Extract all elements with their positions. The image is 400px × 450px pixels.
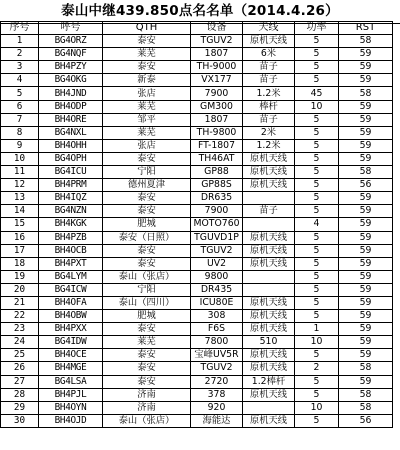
cell-power: 5	[295, 166, 339, 179]
cell-callsign: BG4NQF	[39, 48, 103, 61]
cell-qth: 济南	[103, 388, 191, 401]
cell-index: 22	[1, 310, 39, 323]
cell-rst: 58	[339, 35, 393, 48]
cell-antenna: 510	[243, 336, 295, 349]
cell-qth: 张店	[103, 139, 191, 152]
cell-rst: 58	[339, 388, 393, 401]
cell-callsign: BH4OHH	[39, 139, 103, 152]
cell-power: 5	[295, 74, 339, 87]
cell-power: 5	[295, 375, 339, 388]
table-row	[1, 74, 393, 87]
cell-antenna: 原机天线	[243, 166, 295, 179]
table-row	[1, 152, 393, 165]
cell-callsign: BG4IDW	[39, 336, 103, 349]
header-power: 功率	[295, 22, 339, 35]
table-row	[1, 192, 393, 205]
header-rst: RST	[339, 22, 393, 35]
cell-antenna: 原机天线	[243, 257, 295, 270]
cell-power: 5	[295, 205, 339, 218]
cell-qth: 莱芜	[103, 100, 191, 113]
cell-qth: 莱芜	[103, 126, 191, 139]
cell-rst: 59	[339, 126, 393, 139]
cell-rst: 59	[339, 74, 393, 87]
cell-rig: TGUV2	[191, 244, 243, 257]
cell-power: 5	[295, 349, 339, 362]
cell-power: 10	[295, 336, 339, 349]
cell-antenna: 原机天线	[243, 323, 295, 336]
cell-power: 10	[295, 401, 339, 414]
cell-rig: UV2	[191, 257, 243, 270]
table-row	[1, 166, 393, 179]
cell-power: 5	[295, 61, 339, 74]
cell-rig: TGUV2	[191, 362, 243, 375]
cell-index: 18	[1, 257, 39, 270]
cell-callsign: BH4IQZ	[39, 192, 103, 205]
cell-antenna: 原机天线	[243, 35, 295, 48]
cell-rst: 59	[339, 283, 393, 296]
table-row	[1, 310, 393, 323]
cell-rig: F6S	[191, 323, 243, 336]
cell-rig: ICU80E	[191, 296, 243, 309]
table-row	[1, 401, 393, 414]
cell-rst: 59	[339, 296, 393, 309]
cell-index: 26	[1, 362, 39, 375]
cell-power: 5	[295, 48, 339, 61]
table-row	[1, 100, 393, 113]
cell-rst: 59	[339, 231, 393, 244]
cell-index: 7	[1, 113, 39, 126]
table-row	[1, 218, 393, 231]
document-title: 泰山中继439.850点名名单（2014.4.26）	[0, 0, 400, 24]
cell-rst: 59	[339, 323, 393, 336]
cell-rig: 1807	[191, 48, 243, 61]
cell-qth: 泰安	[103, 362, 191, 375]
table-row	[1, 87, 393, 100]
cell-index: 21	[1, 296, 39, 309]
cell-rig: FT-1807	[191, 139, 243, 152]
table-row	[1, 296, 393, 309]
cell-qth: 宁阳	[103, 283, 191, 296]
cell-qth: 肥城	[103, 218, 191, 231]
cell-rig: TH-9000	[191, 61, 243, 74]
cell-index: 5	[1, 87, 39, 100]
cell-qth: 张店	[103, 87, 191, 100]
cell-callsign: BG4OPH	[39, 152, 103, 165]
table-row	[1, 270, 393, 283]
table-row	[1, 48, 393, 61]
table-body	[1, 35, 393, 428]
header-antenna: 天线	[243, 22, 295, 35]
cell-callsign: BG4LYM	[39, 270, 103, 283]
cell-rst: 59	[339, 270, 393, 283]
table-row	[1, 257, 393, 270]
cell-qth: 泰安	[103, 375, 191, 388]
cell-power: 5	[295, 192, 339, 205]
cell-antenna: 原机天线	[243, 349, 295, 362]
cell-rst: 59	[339, 48, 393, 61]
header-rig: 设备	[191, 22, 243, 35]
cell-rst: 59	[339, 113, 393, 126]
cell-index: 11	[1, 166, 39, 179]
cell-index: 30	[1, 414, 39, 427]
cell-callsign: BH4JND	[39, 87, 103, 100]
cell-antenna: 苗子	[243, 113, 295, 126]
cell-callsign: BG4ICU	[39, 166, 103, 179]
cell-power: 5	[295, 283, 339, 296]
cell-antenna: 苗子	[243, 74, 295, 87]
cell-index: 25	[1, 349, 39, 362]
cell-callsign: BH4ODP	[39, 100, 103, 113]
cell-antenna: 2米	[243, 126, 295, 139]
cell-power: 5	[295, 310, 339, 323]
cell-rig: MOTO760	[191, 218, 243, 231]
cell-index: 9	[1, 139, 39, 152]
table-row	[1, 336, 393, 349]
cell-callsign: BG4LSA	[39, 375, 103, 388]
cell-index: 16	[1, 231, 39, 244]
cell-rst: 58	[339, 401, 393, 414]
cell-antenna: 棒杆	[243, 100, 295, 113]
cell-callsign: BH4OCE	[39, 349, 103, 362]
cell-qth: 德州夏津	[103, 179, 191, 192]
table-row	[1, 179, 393, 192]
cell-rig: 1807	[191, 113, 243, 126]
table-row	[1, 375, 393, 388]
cell-index: 27	[1, 375, 39, 388]
cell-rst: 59	[339, 152, 393, 165]
cell-index: 24	[1, 336, 39, 349]
cell-power: 5	[295, 296, 339, 309]
cell-callsign: BG4NXL	[39, 126, 103, 139]
cell-index: 1	[1, 35, 39, 48]
cell-callsign: BH4OBW	[39, 310, 103, 323]
cell-qth: 泰安	[103, 61, 191, 74]
table-row	[1, 113, 393, 126]
cell-power: 45	[295, 87, 339, 100]
cell-callsign: BH4OCB	[39, 244, 103, 257]
cell-rig: TGUVD1P	[191, 231, 243, 244]
cell-antenna: 6米	[243, 48, 295, 61]
cell-rig: 2720	[191, 375, 243, 388]
cell-callsign: BH4OJD	[39, 414, 103, 427]
cell-antenna: 原机天线	[243, 152, 295, 165]
cell-rig: GM300	[191, 100, 243, 113]
cell-antenna: 苗子	[243, 205, 295, 218]
cell-power: 5	[295, 244, 339, 257]
cell-rig: 7900	[191, 205, 243, 218]
cell-rst: 59	[339, 100, 393, 113]
cell-antenna: 原机天线	[243, 388, 295, 401]
cell-antenna: 原机天线	[243, 179, 295, 192]
cell-rst: 59	[339, 310, 393, 323]
cell-qth: 莱芜	[103, 48, 191, 61]
cell-qth: 泰安	[103, 205, 191, 218]
cell-qth: 泰安	[103, 257, 191, 270]
cell-callsign: BH4PZY	[39, 61, 103, 74]
cell-index: 2	[1, 48, 39, 61]
cell-rig: GP88	[191, 166, 243, 179]
cell-qth: 泰山（四川）	[103, 296, 191, 309]
cell-antenna: 原机天线	[243, 310, 295, 323]
cell-antenna: 苗子	[243, 61, 295, 74]
cell-index: 13	[1, 192, 39, 205]
cell-index: 3	[1, 61, 39, 74]
cell-rig: TGUV2	[191, 35, 243, 48]
cell-rst: 58	[339, 87, 393, 100]
cell-index: 8	[1, 126, 39, 139]
cell-rig: GP88S	[191, 179, 243, 192]
table-row	[1, 323, 393, 336]
cell-antenna	[243, 192, 295, 205]
cell-power: 5	[295, 270, 339, 283]
cell-rig: DR635	[191, 192, 243, 205]
table-row	[1, 414, 393, 427]
cell-index: 28	[1, 388, 39, 401]
cell-qth: 泰安（日照）	[103, 231, 191, 244]
cell-callsign: BH4OYN	[39, 401, 103, 414]
table-row	[1, 126, 393, 139]
cell-rst: 59	[339, 244, 393, 257]
cell-index: 29	[1, 401, 39, 414]
table-row	[1, 205, 393, 218]
cell-antenna: 原机天线	[243, 362, 295, 375]
cell-power: 1	[295, 323, 339, 336]
cell-rig: 7900	[191, 87, 243, 100]
cell-antenna: 1.2棒杆	[243, 375, 295, 388]
cell-callsign: BH4ORE	[39, 113, 103, 126]
cell-qth: 莱芜	[103, 336, 191, 349]
cell-rig: 378	[191, 388, 243, 401]
cell-power: 5	[295, 388, 339, 401]
roll-call-table	[0, 21, 393, 428]
cell-qth: 肥城	[103, 310, 191, 323]
cell-index: 14	[1, 205, 39, 218]
table-row	[1, 61, 393, 74]
cell-qth: 泰安	[103, 323, 191, 336]
cell-index: 12	[1, 179, 39, 192]
cell-rig: 宝峰UV5R	[191, 349, 243, 362]
cell-qth: 泰山（张店）	[103, 270, 191, 283]
cell-rst: 56	[339, 179, 393, 192]
cell-rst: 59	[339, 257, 393, 270]
cell-power: 2	[295, 362, 339, 375]
cell-rst: 56	[339, 414, 393, 427]
cell-antenna	[243, 401, 295, 414]
cell-callsign: BH4PXT	[39, 257, 103, 270]
table-row	[1, 231, 393, 244]
cell-power: 5	[295, 231, 339, 244]
cell-rst: 59	[339, 375, 393, 388]
cell-power: 5	[295, 126, 339, 139]
cell-qth: 泰山（张店）	[103, 414, 191, 427]
header-callsign: 呼号	[39, 22, 103, 35]
cell-callsign: BG4ORZ	[39, 35, 103, 48]
cell-rig: 9800	[191, 270, 243, 283]
cell-antenna: 原机天线	[243, 244, 295, 257]
cell-power: 4	[295, 218, 339, 231]
cell-index: 6	[1, 100, 39, 113]
cell-rig: 海能达	[191, 414, 243, 427]
table-header-row	[1, 22, 393, 35]
cell-qth: 泰安	[103, 35, 191, 48]
cell-rig: VX177	[191, 74, 243, 87]
table-row	[1, 362, 393, 375]
cell-callsign: BH4PJL	[39, 388, 103, 401]
table-row	[1, 35, 393, 48]
cell-antenna	[243, 283, 295, 296]
cell-rst: 58	[339, 362, 393, 375]
cell-antenna	[243, 218, 295, 231]
cell-power: 5	[295, 414, 339, 427]
cell-index: 19	[1, 270, 39, 283]
cell-index: 17	[1, 244, 39, 257]
cell-callsign: BH4OFA	[39, 296, 103, 309]
table-row	[1, 283, 393, 296]
cell-qth: 宁阳	[103, 166, 191, 179]
cell-index: 10	[1, 152, 39, 165]
cell-power: 5	[295, 113, 339, 126]
header-qth: QTH	[103, 22, 191, 35]
cell-index: 20	[1, 283, 39, 296]
cell-index: 15	[1, 218, 39, 231]
cell-rst: 58	[339, 166, 393, 179]
cell-power: 5	[295, 179, 339, 192]
cell-callsign: BH4PRM	[39, 179, 103, 192]
cell-qth: 泰安	[103, 244, 191, 257]
cell-rst: 59	[339, 218, 393, 231]
cell-callsign: BG4NZN	[39, 205, 103, 218]
cell-rst: 59	[339, 336, 393, 349]
cell-index: 4	[1, 74, 39, 87]
cell-antenna: 1.2米	[243, 87, 295, 100]
cell-rst: 59	[339, 139, 393, 152]
cell-rig: 920	[191, 401, 243, 414]
cell-qth: 泰安	[103, 152, 191, 165]
cell-rig: TH46AT	[191, 152, 243, 165]
cell-power: 5	[295, 257, 339, 270]
cell-antenna: 原机天线	[243, 231, 295, 244]
cell-antenna: 原机天线	[243, 296, 295, 309]
cell-rst: 59	[339, 349, 393, 362]
cell-qth: 邹平	[103, 113, 191, 126]
cell-antenna: 1.2米	[243, 139, 295, 152]
cell-callsign: BG4OKG	[39, 74, 103, 87]
cell-index: 23	[1, 323, 39, 336]
table-row	[1, 139, 393, 152]
cell-power: 5	[295, 139, 339, 152]
cell-antenna: 原机天线	[243, 414, 295, 427]
cell-callsign: BH4PXX	[39, 323, 103, 336]
cell-rig: DR435	[191, 283, 243, 296]
cell-power: 5	[295, 152, 339, 165]
cell-callsign: BH4KGK	[39, 218, 103, 231]
cell-rst: 59	[339, 205, 393, 218]
cell-rig: 308	[191, 310, 243, 323]
cell-qth: 泰安	[103, 192, 191, 205]
cell-callsign: BH4MGE	[39, 362, 103, 375]
header-index: 序号	[1, 22, 39, 35]
cell-qth: 泰安	[103, 349, 191, 362]
cell-rig: TH-9800	[191, 126, 243, 139]
cell-callsign: BG4ICW	[39, 283, 103, 296]
cell-qth: 新泰	[103, 74, 191, 87]
cell-power: 5	[295, 35, 339, 48]
cell-callsign: BH4PZB	[39, 231, 103, 244]
cell-qth: 济南	[103, 401, 191, 414]
cell-power: 10	[295, 100, 339, 113]
cell-rst: 59	[339, 61, 393, 74]
table-row	[1, 244, 393, 257]
cell-rst: 59	[339, 192, 393, 205]
cell-antenna	[243, 270, 295, 283]
table-row	[1, 349, 393, 362]
table-row	[1, 388, 393, 401]
cell-rig: 7800	[191, 336, 243, 349]
